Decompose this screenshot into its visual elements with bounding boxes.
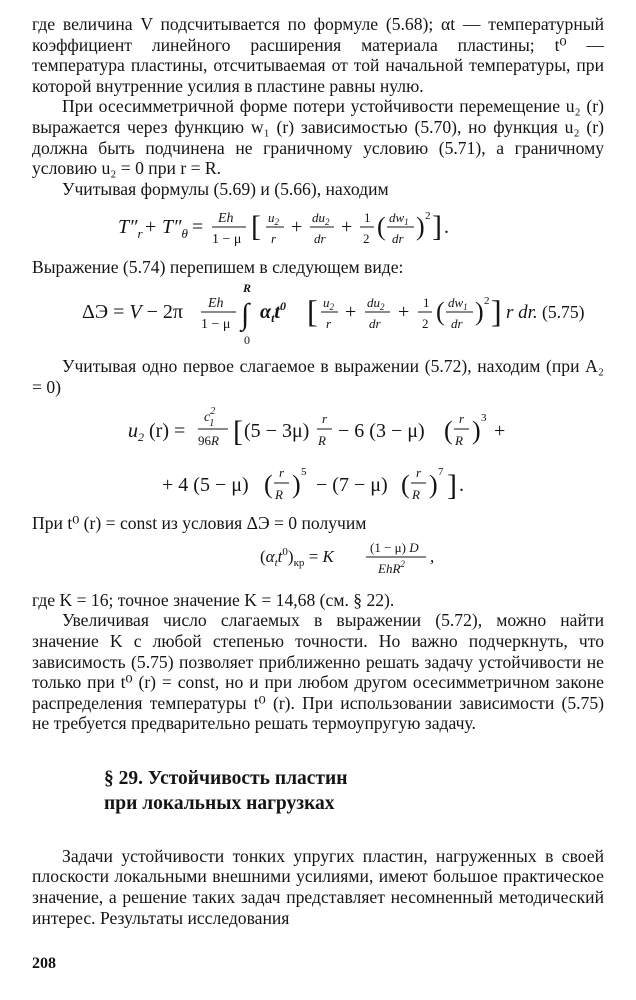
paragraph-3: Учитывая формулы (5.69) и (5.66), находим [62,178,389,199]
svg-text:dr: dr [451,315,463,331]
svg-text:+: + [145,216,157,239]
equation-u2-line2 [32,457,604,513]
svg-text:r: r [271,231,277,247]
svg-text:+: + [345,300,357,323]
svg-text:5: 5 [301,466,307,479]
svg-text:3: 3 [481,412,487,425]
svg-text:(: ( [436,296,445,326]
svg-text:+: + [291,216,303,239]
svg-text:dw1: $dw_1$ [448,294,468,312]
svg-text:Eh: Eh [218,211,234,227]
equation-5-75 [32,278,604,350]
svg-text:+: + [398,300,410,323]
svg-text:+ 4 (5 − μ): + 4 (5 − μ) [162,474,249,497]
svg-text:2: 2 [363,231,370,247]
svg-text:R: R [455,433,463,449]
section-heading-line-1: § 29. Устойчивость пластин [104,767,348,789]
svg-text:dw1: $dw_1$ [389,210,409,228]
svg-text:2: 2 [484,294,490,307]
svg-text:2: 2 [425,210,431,223]
svg-text:EhR2: EhR$^2$ [378,558,405,576]
svg-text:du2: $du_2$ [312,210,330,228]
page-number: 208 [32,955,56,972]
svg-text:du2: $du_2$ [367,294,385,312]
svg-text:7: 7 [438,466,444,479]
svg-text:+: + [494,420,506,443]
svg-text:(: ( [444,416,453,446]
page-body [32,14,604,928]
svg-text:]: ] [432,210,442,244]
equation-critical-temp [32,534,604,582]
svg-text:]: ] [491,292,502,329]
svg-text:r: r [279,465,285,481]
svg-text:1 − μ: 1 − μ [201,316,231,332]
svg-text:ΔЭ = V − 2π: ΔЭ = V − 2π [82,300,183,323]
svg-text:]: ] [447,469,457,503]
svg-text:2: 2 [422,315,429,331]
svg-text:dr: dr [392,231,404,247]
svg-text:): ) [475,296,484,326]
svg-text:− (7 − μ): − (7 − μ) [316,474,388,497]
svg-text:(5 − 3μ): (5 − 3μ) [244,420,310,443]
svg-text:): ) [429,470,438,500]
svg-text:1: 1 [364,210,371,226]
svg-text:(αtt0)кр = K: $(\alpha_tt^0)_{кр} = K$ [260,545,334,569]
equation-tr-ttheta [32,199,604,257]
svg-text:dr: dr [369,315,381,331]
paragraph-7: где K = 16; точное значение K = 14,68 (см. § 22). [32,589,395,610]
equation-u2-line1 [32,397,604,457]
section-heading-line-2: при локальных нагрузках [104,792,335,814]
svg-text:− 6 (3 − μ): − 6 (3 − μ) [338,420,425,443]
paragraph-4: Выражение (5.74) перепишем в следующем виде: [32,257,404,278]
svg-text:96R: 96R [198,433,219,449]
svg-text:r: r [459,411,465,427]
svg-text:r dr.: r dr. [506,301,538,323]
paragraph-6: При t⁰ (r) = const из условия ΔЭ = 0 получим [32,513,367,534]
svg-text:): ) [416,212,425,242]
svg-text:u2: $u_2$ [323,294,334,312]
svg-text:u2 (r) =: $u_2$ (r) = [128,420,186,445]
svg-text:c21: $c^2$ 1 [204,406,216,430]
paragraph-2: При осесимметричной форме потери устойчивости перемещение u₂ (r) выражается через функцию w₁ (r) зависимостью (5.70), но функция u₂ (r) должна быть подчинена не граничному условию (5.71), а граничному условию u₂ = 0 при r = R. [32,96,604,179]
svg-text:(1 − μ) D: (1 − μ) D [370,539,419,555]
svg-text:.: . [459,474,464,497]
svg-text:R: R [243,280,252,295]
svg-text:.: . [444,216,449,239]
svg-text:(: ( [377,212,386,242]
svg-text:[: [ [233,415,243,449]
svg-text:r: r [326,315,332,331]
svg-text:r: r [322,411,328,427]
svg-text:+: + [341,216,353,239]
svg-text:R: R [275,487,283,503]
svg-text:R: R [318,433,326,449]
svg-text:): ) [292,470,301,500]
svg-text:αtt0: $\alpha_tt^0$ [260,298,286,325]
svg-text:0: 0 [244,332,250,347]
svg-text:r: r [416,465,422,481]
svg-text:T″θ: $T''_\theta$ [162,216,188,242]
svg-text:(: ( [401,470,410,500]
svg-text:): ) [472,416,481,446]
svg-text:Eh: Eh [208,295,224,311]
paragraph-5: Учитывая одно первое слагаемое в выражении (5.72), находим (при A₂ = 0) [32,355,604,397]
equation-number: (5.75) [542,301,585,322]
svg-text:=: = [192,216,204,239]
section-heading [104,766,604,816]
svg-text:u2: $u_2$ [268,210,279,228]
svg-text:[: [ [251,210,261,244]
svg-text:∫: ∫ [241,297,250,331]
svg-text:(: ( [264,470,273,500]
svg-text:,: , [430,546,435,566]
svg-text:T″r: $T''_r$ [118,216,143,242]
svg-text:1: 1 [423,294,430,310]
paragraph-9: Задачи устойчивости тонких упругих пластин, нагруженных в своей плоскости локальными внешними усилиями, имеют большое практическое значение, а решение таких задач представляет несомненный методический интерес. Результаты исследования [32,845,604,928]
svg-text:1 − μ: 1 − μ [212,232,242,248]
paragraph-8: Увеличивая число слагаемых в выражении (5.72), можно найти значение K с любой степенью точности. Но важно подчеркнуть, что зависимость (5.75) позволяет приближенно решать задачу устойчивости не только при t⁰ (r) = const, но и при любом другом осесимметричном законе распределения температуры t⁰ (r). При использовании зависимости (5.75) не требуется предварительно решать термоупругую задачу. [32,610,604,734]
paragraph-1: где величина V подсчитывается по формуле (5.68); αt — температурный коэффициент линейного расширения материала пластины; t⁰ — температура пластины, отсчитываемая от той начальной температуры, при которой внутренние усилия в пластине равны нулю. [32,14,604,96]
svg-text:[: [ [307,292,318,329]
svg-text:dr: dr [314,231,326,247]
svg-text:R: R [412,487,420,503]
